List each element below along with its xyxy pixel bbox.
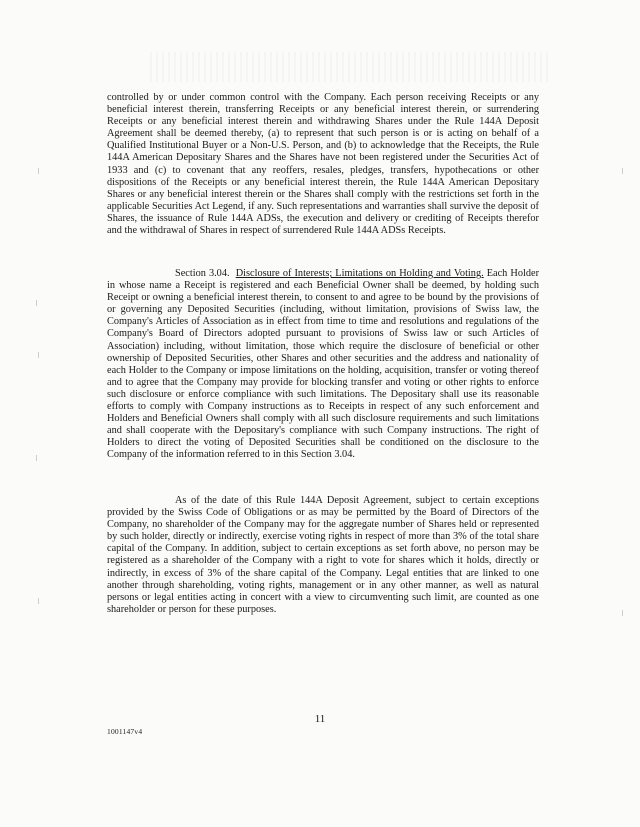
margin-mark bbox=[36, 455, 41, 461]
margin-mark bbox=[622, 168, 627, 174]
document-id: 1001147v4 bbox=[107, 727, 143, 736]
margin-mark bbox=[38, 598, 43, 604]
margin-mark bbox=[622, 610, 627, 616]
paragraph-3: As of the date of this Rule 144A Deposit Agreement, subject to certain exceptions provided by the Swiss Code of Obligations or as may be permitted by the Board of Directors of the Company, no shareholder of the Company may for the aggregate number of Shares held or represented by such holder, directly or indirectly, exercise voting rights in respect of more than 3% of the total share capital of the Company. In addition, subject to certain exceptions as set forth above, no person may be registered as a shareholder of the Company with a right to vote for shares which it holds, directly or indirectly, in excess of 3% of the share capital of the Company. Legal entities that are linked to one another through shareholding, voting rights, management or in any other manner, as well as natural persons or legal entities acting in concert with a view to circumventing such limit, are counted as one shareholder or person for these purposes. bbox=[107, 495, 539, 615]
page-number: 11 bbox=[314, 713, 326, 725]
margin-mark bbox=[38, 168, 43, 174]
paragraph-section-3-04 bbox=[107, 268, 539, 462]
margin-mark bbox=[38, 352, 43, 358]
paragraph-1: controlled by or under common control with the Company. Each person receiving Receipts or any beneficial interest therein, transferring Receipts or any beneficial interest therein, or surrendering Receipts or any beneficial interest therein and withdrawing Shares under the Rule 144A Deposit Agreement shall be deemed thereby, (a) to represent that such person is or is acting on behalf of a Qualified Institutional Buyer or a Non-U.S. Person, and (b) to acknowledge that the Receipts, the Rule 144A American Depositary Shares and the Shares have not been registered under the Securities Act of 1933 and (c) to covenant that any reoffers, resales, pledges, transfers, hypothecations or other dispositions of the Receipts or any beneficial interest therein, the Rule 144A American Depositary Shares or any beneficial interest therein or the Shares shall comply with the restrictions set forth in the applicable Securities Act Legend, if any. Such representations and warranties shall survive the deposit of Shares, the issuance of Rule 144A ADSs, the execution and delivery or crediting of Receipts therefor and the withdrawal of Shares in respect of surrendered Rule 144A ADSs Receipts. bbox=[107, 92, 539, 237]
margin-mark bbox=[36, 300, 41, 306]
scan-artifact bbox=[150, 52, 550, 82]
section-body: Each Holder in whose name a Receipt is registered and each Beneficial Owner shall be deemed, by holding such Receipt or owning a beneficial interest therein, to consent to and agree to be bound by the provisions of or governing any Deposited Securities (including, without limitation, provisions of Swiss law, the Company's Articles of Association as in effect from time to time and resolutions and regulations of the Company's Board of Directors adopted pursuant to provisions of Swiss law or such Articles of Association) including, without limitation, those which require the disclosure of beneficial or other ownership of Deposited Securities, other Shares and other securities and the address and nationality of each Holder to the Company or impose limitations on the holding, acquisition, transfer or voting thereof and to agree that the Company may provide for blocking transfer and voting or other rights to enforce such disclosure or enforce compliance with such limitations. The Depositary shall use its reasonable efforts to comply with Company instructions as to Receipts in respect of any such enforcement and Holders and Beneficial Owners shall comply with all such disclosure requirements and such limitations and shall cooperate with the Depositary's compliance with such Company instructions. The right of Holders to direct the voting of Deposited Securities shall be conditioned on the disclosure to the Company of the information referred to in this Section 3.04. bbox=[107, 268, 539, 461]
section-number: Section 3.04. bbox=[175, 268, 230, 279]
section-heading: Disclosure of Interests; Limitations on Holding and Voting. bbox=[235, 268, 484, 279]
